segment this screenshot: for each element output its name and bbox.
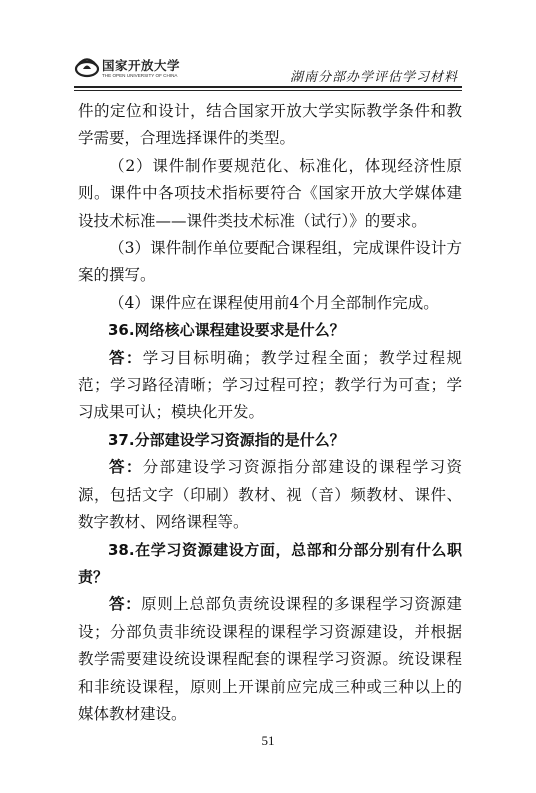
page-header (74, 50, 462, 88)
answer-label: 答： (109, 458, 143, 477)
answer-37 (78, 454, 462, 536)
paragraph-continued: 件的定位和设计，结合国家开放大学实际教学条件和教学需要，合理选择课件的类型。 (78, 102, 462, 148)
header-rule-thick (74, 86, 462, 88)
logo-text-cn: 国家开放大学 (102, 58, 181, 73)
paragraph-item-4: （4）课件应在课程使用前4个月全部制作完成。 (109, 293, 439, 312)
answer-37-text: 分部建设学习资源指分部建设的课程学习资源，包括文字（印刷）教材、视（音）频教材、课件、数字教材、网络课程等。 (78, 458, 462, 532)
answer-label: 答： (109, 595, 142, 614)
header-rule-thin (74, 90, 462, 91)
page-number: 51 (261, 733, 275, 748)
question-38: 38.在学习资源建设方面，总部和分部分别有什么职责？ (78, 540, 462, 586)
answer-36 (78, 345, 462, 427)
paragraph-item-2: （2）课件制作要规范化、标准化，体现经济性原则。课件中各项技术指标要符合《国家开放大学媒体建设技术标准——课件类技术标准（试行）》的要求。 (78, 156, 462, 230)
university-logo (74, 50, 194, 84)
answer-38-text: 原则上总部负责统设课程的多课程学习资源建设；分部负责非统设课程的课程学习资源建设，并根据教学需要建设统设课程配套的课程学习资源。统设课程和非统设课程，原则上开课前应完成三种或三种以上的媒体教材建设。 (78, 595, 462, 723)
header-title: 湖南分部办学评估学习材料 (289, 70, 458, 85)
answer-label: 答： (109, 348, 143, 367)
question-36: 36.网络核心课程建设要求是什么？ (108, 321, 345, 340)
logo-emblem-icon (74, 56, 100, 78)
paragraph-item-3: （3）课件制作单位要配合课程组，完成课件设计方案的撰写。 (78, 239, 462, 285)
answer-36-text: 学习目标明确；教学过程全面；教学过程规范；学习路径清晰；学习过程可控；教学行为可查；学习成果可认；模块化开发。 (78, 348, 462, 422)
logo-text-en: THE OPEN UNIVERSITY OF CHINA (102, 73, 178, 78)
page-content (78, 98, 462, 728)
question-37: 37.分部建设学习资源指的是什么？ (108, 430, 345, 449)
answer-38 (78, 591, 462, 728)
